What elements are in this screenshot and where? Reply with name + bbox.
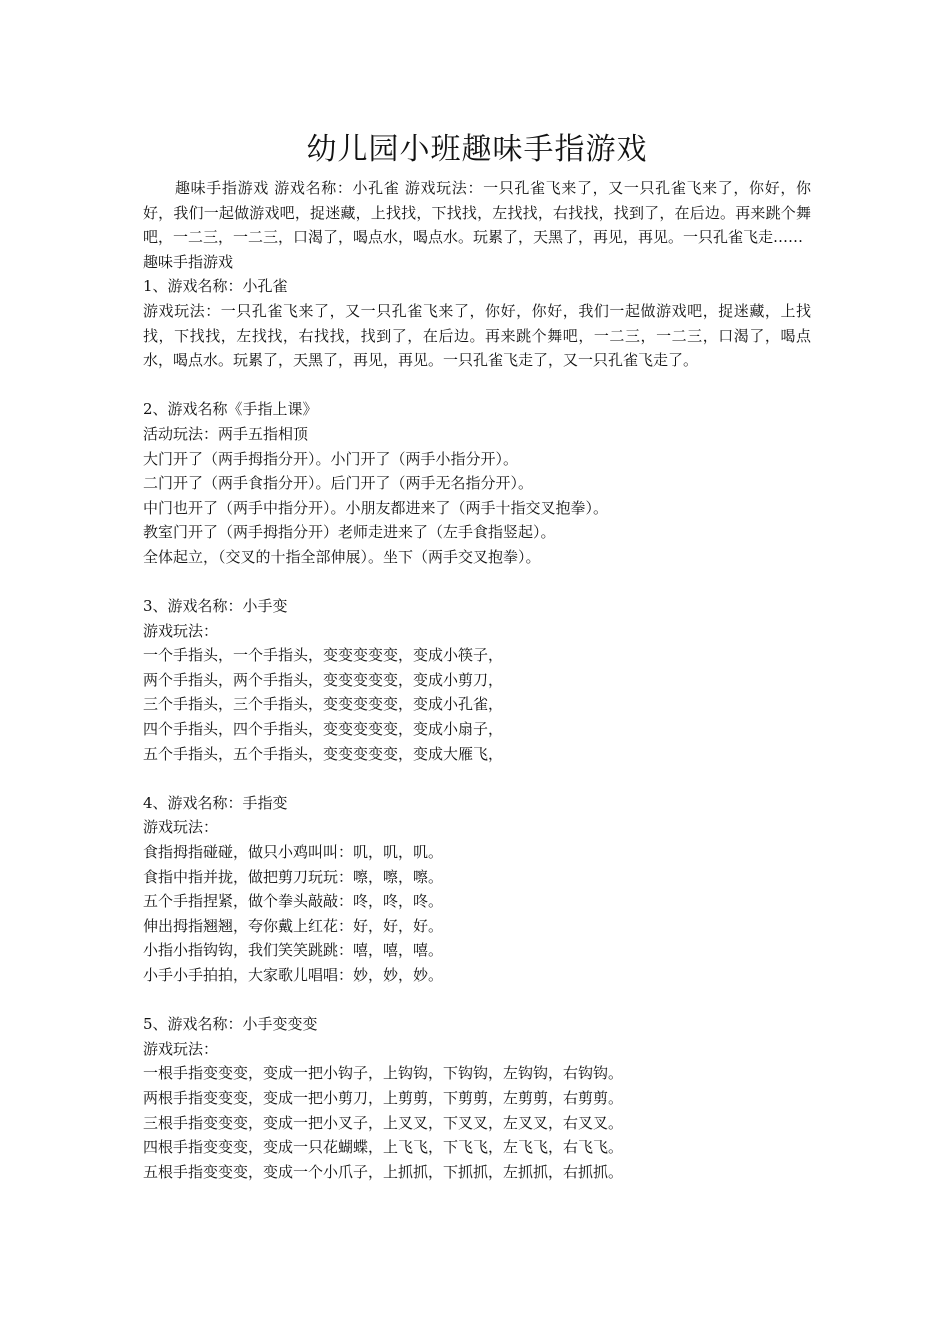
intro-paragraph: 趣味手指游戏 游戏名称：小孔雀 游戏玩法：一只孔雀飞来了，又一只孔雀飞来了，你好，你好，我们一起做游戏吧，捉迷藏，上找找，下找找，左找找，右找找，找到了，在后边。再来跳个舞吧，一二三，一二三，口渴了，喝点水，喝点水。玩累了，天黑了，再见，再见。一只孔雀飞走…… [143, 179, 811, 247]
game-4-line: 食指拇指碰碰，做只小鸡叫叫：叽，叽，叽。 [143, 843, 444, 862]
game-2-line: 全体起立，（交叉的十指全部伸展）。坐下（两手交叉抱拳）。 [143, 547, 541, 566]
game-3-line: 四个手指头，四个手指头，变变变变变，变成小扇子， [143, 720, 504, 739]
game-3-line: 游戏玩法： [143, 621, 219, 640]
game-2-line: 二门开了（两手食指分开）。后门开了（两手无名指分开）。 [143, 474, 534, 493]
game-4-name: 4、游戏名称：手指变 [143, 793, 288, 812]
game-2-line: 活动玩法：两手五指相顶 [143, 424, 309, 443]
game-3-line: 两个手指头，两个手指头，变变变变变，变成小剪刀， [143, 670, 504, 689]
spacer [143, 373, 811, 398]
game-4-line: 游戏玩法： [143, 818, 219, 837]
game-5-line: 两根手指变变变，变成一把小剪刀，上剪剪，下剪剪，左剪剪，右剪剪。 [143, 1088, 624, 1107]
document-title: 幼儿园小班趣味手指游戏 [306, 132, 648, 167]
game-5-line: 五根手指变变变，变成一个小爪子，上抓抓，下抓抓，左抓抓，右抓抓。 [143, 1162, 624, 1181]
game-3-line: 五个手指头，五个手指头，变变变变变，变成大雁飞， [143, 744, 504, 763]
game-5-line: 一根手指变变变，变成一把小钩子，上钩钩，下钩钩，左钩钩，右钩钩。 [143, 1064, 624, 1083]
spacer [143, 988, 811, 1013]
spacer [143, 570, 811, 595]
game-5-line: 四根手指变变变，变成一只花蝴蝶，上飞飞，下飞飞，左飞飞，右飞飞。 [143, 1138, 624, 1157]
game-5-name: 5、游戏名称：小手变变变 [143, 1015, 318, 1034]
game-3-line: 一个手指头，一个手指头，变变变变变，变成小筷子， [143, 646, 504, 665]
game-2-name: 2、游戏名称《手指上课》 [143, 400, 318, 419]
game-3-name: 3、游戏名称：小手变 [143, 597, 288, 616]
section-heading: 趣味手指游戏 [143, 252, 234, 271]
game-4-line: 五个手指捏紧，做个拳头敲敲：咚，咚，咚。 [143, 892, 444, 911]
game-2-line: 中门也开了（两手中指分开）。小朋友都进来了（两手十指交叉抱拳）。 [143, 498, 609, 517]
game-4-line: 食指中指并拢，做把剪刀玩玩：嚓，嚓，嚓。 [143, 867, 444, 886]
game-5-line: 游戏玩法： [143, 1039, 219, 1058]
game-2-line: 大门开了（两手拇指分开）。小门开了（两手小指分开）。 [143, 449, 519, 468]
game-1-name: 1、游戏名称：小孔雀 [143, 277, 288, 296]
game-5-line: 三根手指变变变，变成一把小叉子，上叉叉，下叉叉，左叉叉，右叉叉。 [143, 1113, 624, 1132]
game-2-line: 教室门开了（两手拇指分开）老师走进来了（左手食指竖起）。 [143, 523, 556, 542]
game-3-line: 三个手指头，三个手指头，变变变变变，变成小孔雀， [143, 695, 504, 714]
document-page [143, 128, 811, 1184]
game-1-play: 游戏玩法：一只孔雀飞来了，又一只孔雀飞来了，你好，你好，我们一起做游戏吧，捉迷藏，上找找，下找找，左找找，右找找，找到了，在后边。再来跳个舞吧，一二三，一二三，口渴了，喝点水，喝点水。玩累了，天黑了，再见，再见。一只孔雀飞走了，又一只孔雀飞走了。 [143, 301, 811, 370]
game-4-line: 伸出拇指翘翘，夸你戴上红花：好，好，好。 [143, 916, 444, 935]
game-4-line: 小手小手拍拍，大家歌儿唱唱：妙，妙，妙。 [143, 966, 444, 984]
spacer [143, 766, 811, 791]
game-4-line: 小指小指钩钩，我们笑笑跳跳：嘻，嘻，嘻。 [143, 941, 444, 960]
